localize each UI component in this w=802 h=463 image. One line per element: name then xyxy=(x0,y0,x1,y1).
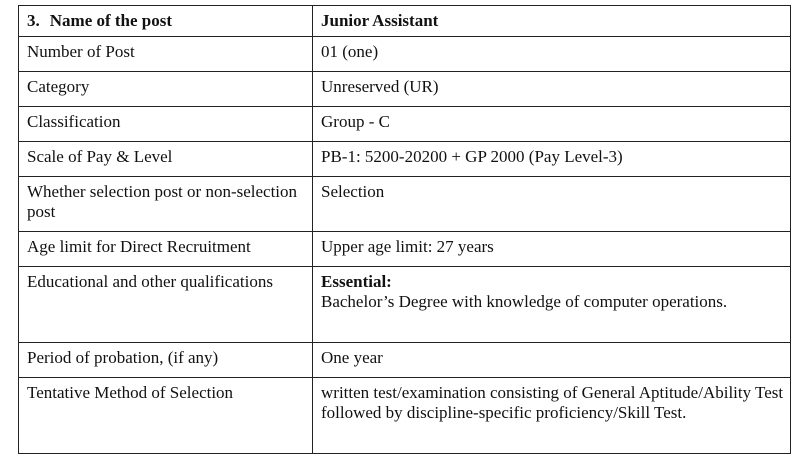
table-row xyxy=(19,378,791,454)
row-label: Age limit for Direct Recruitment xyxy=(19,232,313,267)
table-row xyxy=(19,177,791,232)
row-label: Period of probation, (if any) xyxy=(19,343,313,378)
table-row xyxy=(19,107,791,142)
table-row xyxy=(19,232,791,267)
row-label: Tentative Method of Selection xyxy=(19,378,313,454)
row-value: One year xyxy=(313,343,791,378)
row-label: Classification xyxy=(19,107,313,142)
row-value: Bachelor’s Degree with knowledge of computer operations. xyxy=(321,292,728,311)
row-value: Group - C xyxy=(313,107,791,142)
row-value-cell xyxy=(313,267,791,343)
table-row xyxy=(19,343,791,378)
row-value: PB-1: 5200-20200 + GP 2000 (Pay Level-3) xyxy=(313,142,791,177)
row-value: 01 (one) xyxy=(313,37,791,72)
table-row xyxy=(19,267,791,343)
header-value-cell xyxy=(313,6,791,37)
header-label: Name of the post xyxy=(49,11,173,30)
table-row xyxy=(19,142,791,177)
post-name: Junior Assistant xyxy=(321,11,439,30)
row-value: Upper age limit: 27 years xyxy=(313,232,791,267)
table-row xyxy=(19,37,791,72)
table-header-row xyxy=(19,6,791,37)
row-label: Number of Post xyxy=(19,37,313,72)
row-label: Educational and other qualifications xyxy=(19,267,313,343)
section-number: 3. xyxy=(27,11,40,30)
row-value: Unreserved (UR) xyxy=(313,72,791,107)
table-row xyxy=(19,72,791,107)
row-value: Selection xyxy=(313,177,791,232)
row-label: Category xyxy=(19,72,313,107)
row-label: Scale of Pay & Level xyxy=(19,142,313,177)
post-details-table xyxy=(18,5,791,454)
header-label-cell xyxy=(19,6,313,37)
essential-label: Essential: xyxy=(321,272,392,291)
row-label: Whether selection post or non-selection post xyxy=(19,177,313,232)
row-value: written test/examination consisting of General Aptitude/Ability Test followed by discipline-specific proficiency/Skill Test. xyxy=(313,378,791,454)
